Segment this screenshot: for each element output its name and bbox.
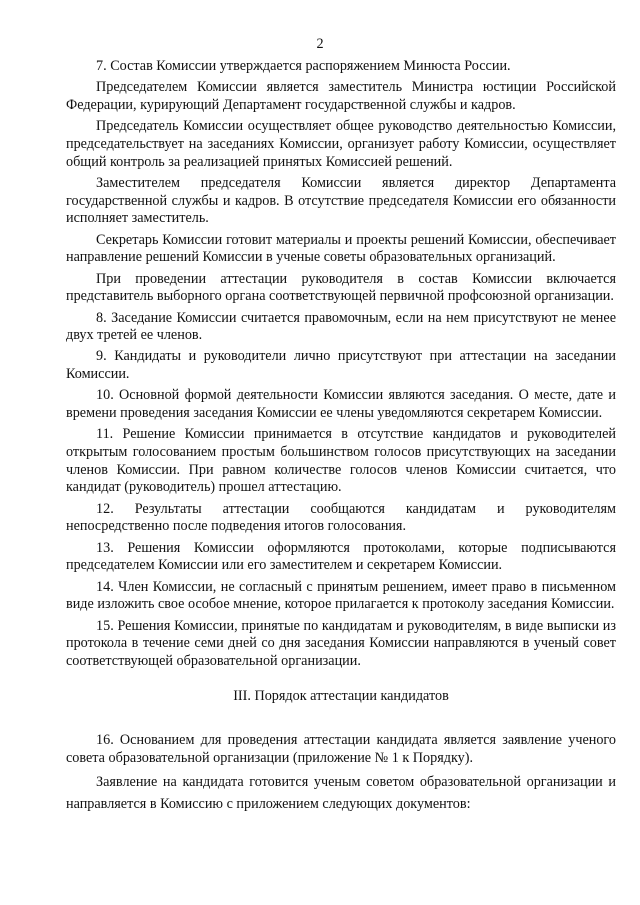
paragraph-13: 13. Решения Комиссии оформляются протоколами, которые подписываются председателем Комиссии или его заместителем и секретарем Комиссии. — [66, 539, 616, 574]
paragraph-16: 16. Основанием для проведения аттестации кандидата является заявление ученого совета образовательной организации (приложение № 1 к Порядку). — [66, 731, 616, 766]
paragraph-8: 8. Заседание Комиссии считается правомочным, если на нем присутствуют не менее двух третей ее членов. — [66, 309, 616, 344]
paragraph-12: 12. Результаты аттестации сообщаются кандидатам и руководителям непосредственно после подведения итогов голосования. — [66, 500, 616, 535]
paragraph-secretary: Секретарь Комиссии готовит материалы и проекты решений Комиссии, обеспечивает направление решений Комиссии в ученые советы образовательных организаций. — [66, 231, 616, 266]
paragraph-union-representative: При проведении аттестации руководителя в состав Комиссии включается представитель выборного органа соответствующей первичной профсоюзной организации. — [66, 270, 616, 305]
document-body — [66, 58, 616, 819]
paragraph-14: 14. Член Комиссии, не согласный с принятым решением, имеет право в письменном виде изложить свое особое мнение, которое прилагается к протоколу заседания Комиссии. — [66, 578, 616, 613]
paragraph-chairman: Председателем Комиссии является заместитель Министра юстиции Российской Федерации, курирующий Департамент государственной службы и кадров. — [66, 79, 616, 113]
paragraph-11: 11. Решение Комиссии принимается в отсутствие кандидатов и руководителей открытым голосованием простым большинством голосов присутствующих на заседании членов Комиссии. При равном количестве голосов членов Комиссии считается, что кандидат (руководитель) прошел аттестацию. — [66, 426, 616, 496]
paragraph-10: 10. Основной формой деятельности Комиссии являются заседания. О месте, дате и времени проведения заседания Комиссии ее члены уведомляются секретарем Комиссии. — [66, 387, 616, 422]
paragraph-15: 15. Решения Комиссии, принятые по кандидатам и руководителям, в виде выписки из протокола в течение семи дней со дня заседания Комиссии направляются в ученый совет соответствующей образовательной организации. — [66, 617, 616, 669]
page-number: 2 — [316, 36, 324, 52]
paragraph-7: 7. Состав Комиссии утверждается распоряжением Минюста России. — [96, 58, 511, 74]
paragraph-application: Заявление на кандидата готовится ученым советом образовательной организации и направляется в Комиссию с приложением следующих документов: — [66, 773, 616, 812]
paragraph-deputy-chairman: Заместителем председателя Комиссии является директор Департамента государственной службы и кадров. В отсутствие председателя Комиссии его обязанности исполняет заместитель. — [66, 174, 616, 227]
paragraph-9: 9. Кандидаты и руководители лично присутствуют при аттестации на заседании Комиссии. — [66, 348, 616, 383]
paragraph-chairman-duties: Председатель Комиссии осуществляет общее руководство деятельностью Комиссии, председательствует на заседаниях Комиссии, организует работу Комиссии, осуществляет общий контроль за реализацией принятых Комиссией решений. — [66, 118, 616, 170]
section-heading: III. Порядок аттестации кандидатов — [233, 688, 449, 705]
